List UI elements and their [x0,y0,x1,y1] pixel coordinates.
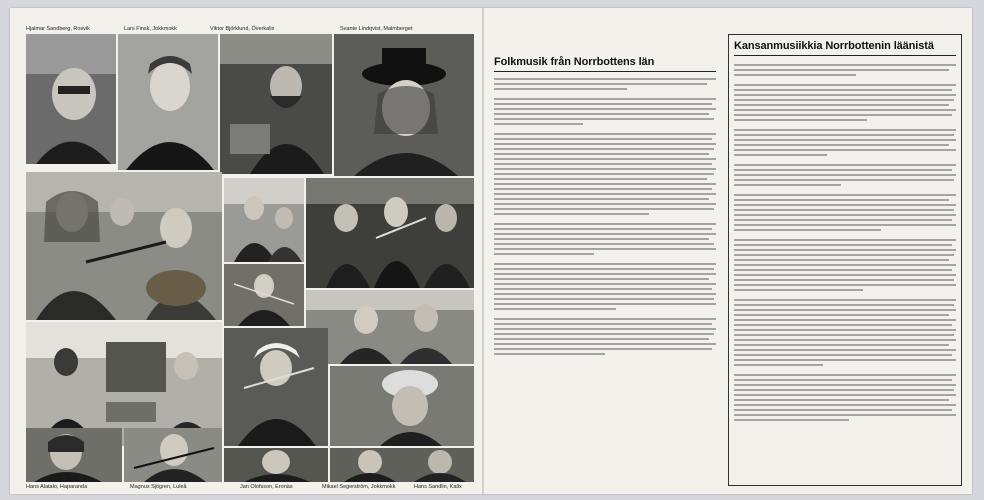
musicians-indoor-photo [224,178,304,262]
photo-caption: Mikael Segerström, Jokkmokk [322,484,396,490]
finnish-body-text [734,64,956,424]
swedish-body-text [494,78,716,358]
musicians-photo [330,448,474,482]
portrait-photo [26,34,116,164]
photo-caption: Hjalmar Sandberg, Rosvik [26,26,90,32]
photo-caption: Hans Alatalo, Haparanda [26,484,88,490]
violinist-photo [124,428,222,482]
liner-notes-page [484,8,972,494]
photo-caption: Hans Sandlin, Kalix [414,484,462,490]
photo-collage-page [10,8,484,494]
outdoor-musicians-photo [306,290,474,364]
heading-rule [494,71,716,72]
portrait-photo [334,34,474,176]
photo-caption: Jan Olofsson, Eronäs [240,484,293,490]
portrait-photo [330,366,474,446]
musician-photo [224,448,328,482]
photo-caption: Magnus Sjögren, Luleå [130,484,187,490]
swedish-heading: Folkmusik från Norrbottens län [494,56,655,68]
violinist-photo [224,264,304,326]
group-musicians-photo [26,172,222,320]
finnish-heading: Kansanmusiikkia Norrbottenin läänistä [734,40,934,52]
photo-caption: Viktor Björklund, Överkalix [210,26,275,32]
portrait-photo [26,428,122,482]
accordion-player-photo [224,328,328,446]
fiddle-players-photo [306,178,474,288]
photo-caption: Svante Lindqvist, Malmberget [340,26,413,32]
heading-rule [734,55,956,56]
musician-photo [220,34,332,174]
photo-caption: Lars Finsk, Jokkmokk [124,26,177,32]
portrait-photo [118,34,218,170]
